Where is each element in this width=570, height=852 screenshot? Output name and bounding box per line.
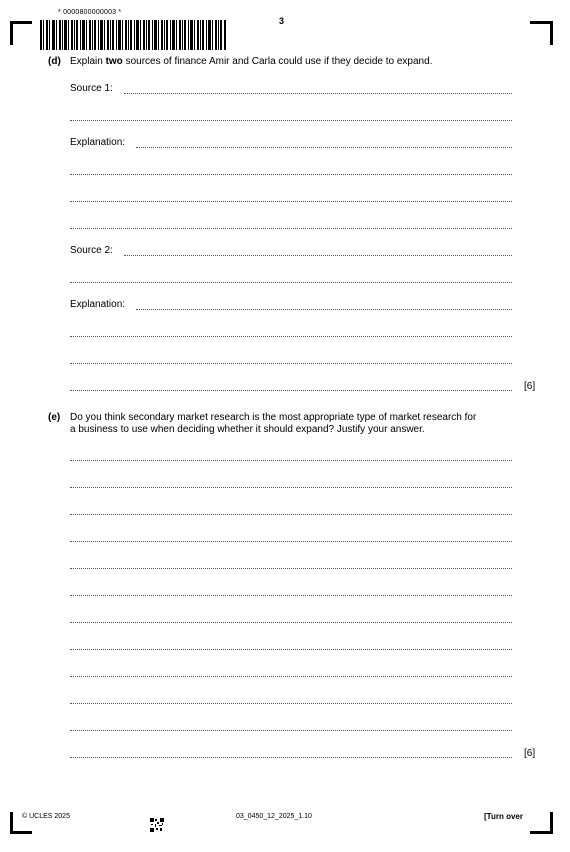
- answer-line[interactable]: [70, 336, 512, 337]
- corner-mark-bottom-left: [10, 831, 32, 834]
- barcode-number: * 0000800000003 *: [58, 9, 122, 16]
- answer-line[interactable]: [124, 255, 512, 256]
- answer-line[interactable]: [136, 309, 512, 310]
- answer-line[interactable]: [136, 147, 512, 148]
- question-d-label: (d): [48, 56, 61, 67]
- corner-mark-top-left: [10, 21, 32, 24]
- answer-line[interactable]: [124, 93, 512, 94]
- answer-line[interactable]: [70, 568, 512, 569]
- corner-mark-top-right: [550, 21, 553, 45]
- question-e-text-line-2: a business to use when deciding whether it should expand? Justify your answer.: [70, 424, 425, 435]
- answer-line[interactable]: [70, 460, 512, 461]
- answer-line[interactable]: [70, 363, 512, 364]
- answer-line[interactable]: [70, 174, 512, 175]
- question-d-text-emphasis: two: [105, 56, 123, 67]
- question-e-text-line-1: Do you think secondary market research is the most appropriate type of market research for: [70, 412, 477, 423]
- qr-code: [150, 818, 164, 832]
- answer-line[interactable]: [70, 487, 512, 488]
- explanation-2-label: Explanation:: [70, 299, 126, 310]
- source-1-label: Source 1:: [70, 83, 113, 94]
- question-d-text-end: sources of finance Amir and Carla could use if they decide to expand.: [122, 56, 433, 67]
- answer-line[interactable]: [70, 730, 512, 731]
- answer-line[interactable]: [70, 649, 512, 650]
- answer-line[interactable]: [70, 622, 512, 623]
- answer-line[interactable]: [70, 703, 512, 704]
- question-e-label: (e): [48, 412, 61, 423]
- barcode: [40, 20, 226, 50]
- paper-code: 03_0450_12_2025_1.10: [236, 813, 312, 820]
- explanation-1-label: Explanation:: [70, 137, 126, 148]
- question-d-text: [70, 56, 432, 68]
- answer-line[interactable]: [70, 514, 512, 515]
- copyright: © UCLES 2025: [22, 813, 70, 820]
- answer-line[interactable]: [70, 120, 512, 121]
- corner-mark-bottom-right: [530, 831, 553, 834]
- answer-line[interactable]: [70, 390, 512, 391]
- answer-line[interactable]: [70, 201, 512, 202]
- answer-line[interactable]: [70, 676, 512, 677]
- page-number: 3: [279, 16, 285, 26]
- question-e-marks: [6]: [524, 748, 536, 759]
- answer-line[interactable]: [70, 595, 512, 596]
- answer-line[interactable]: [70, 282, 512, 283]
- answer-line[interactable]: [70, 541, 512, 542]
- turn-over: [Turn over: [484, 812, 523, 821]
- corner-mark-top-left: [10, 21, 13, 45]
- question-d-text-start: Explain: [70, 56, 106, 67]
- answer-line[interactable]: [70, 228, 512, 229]
- question-d-marks: [6]: [524, 381, 536, 392]
- answer-line[interactable]: [70, 757, 512, 758]
- source-2-label: Source 2:: [70, 245, 113, 256]
